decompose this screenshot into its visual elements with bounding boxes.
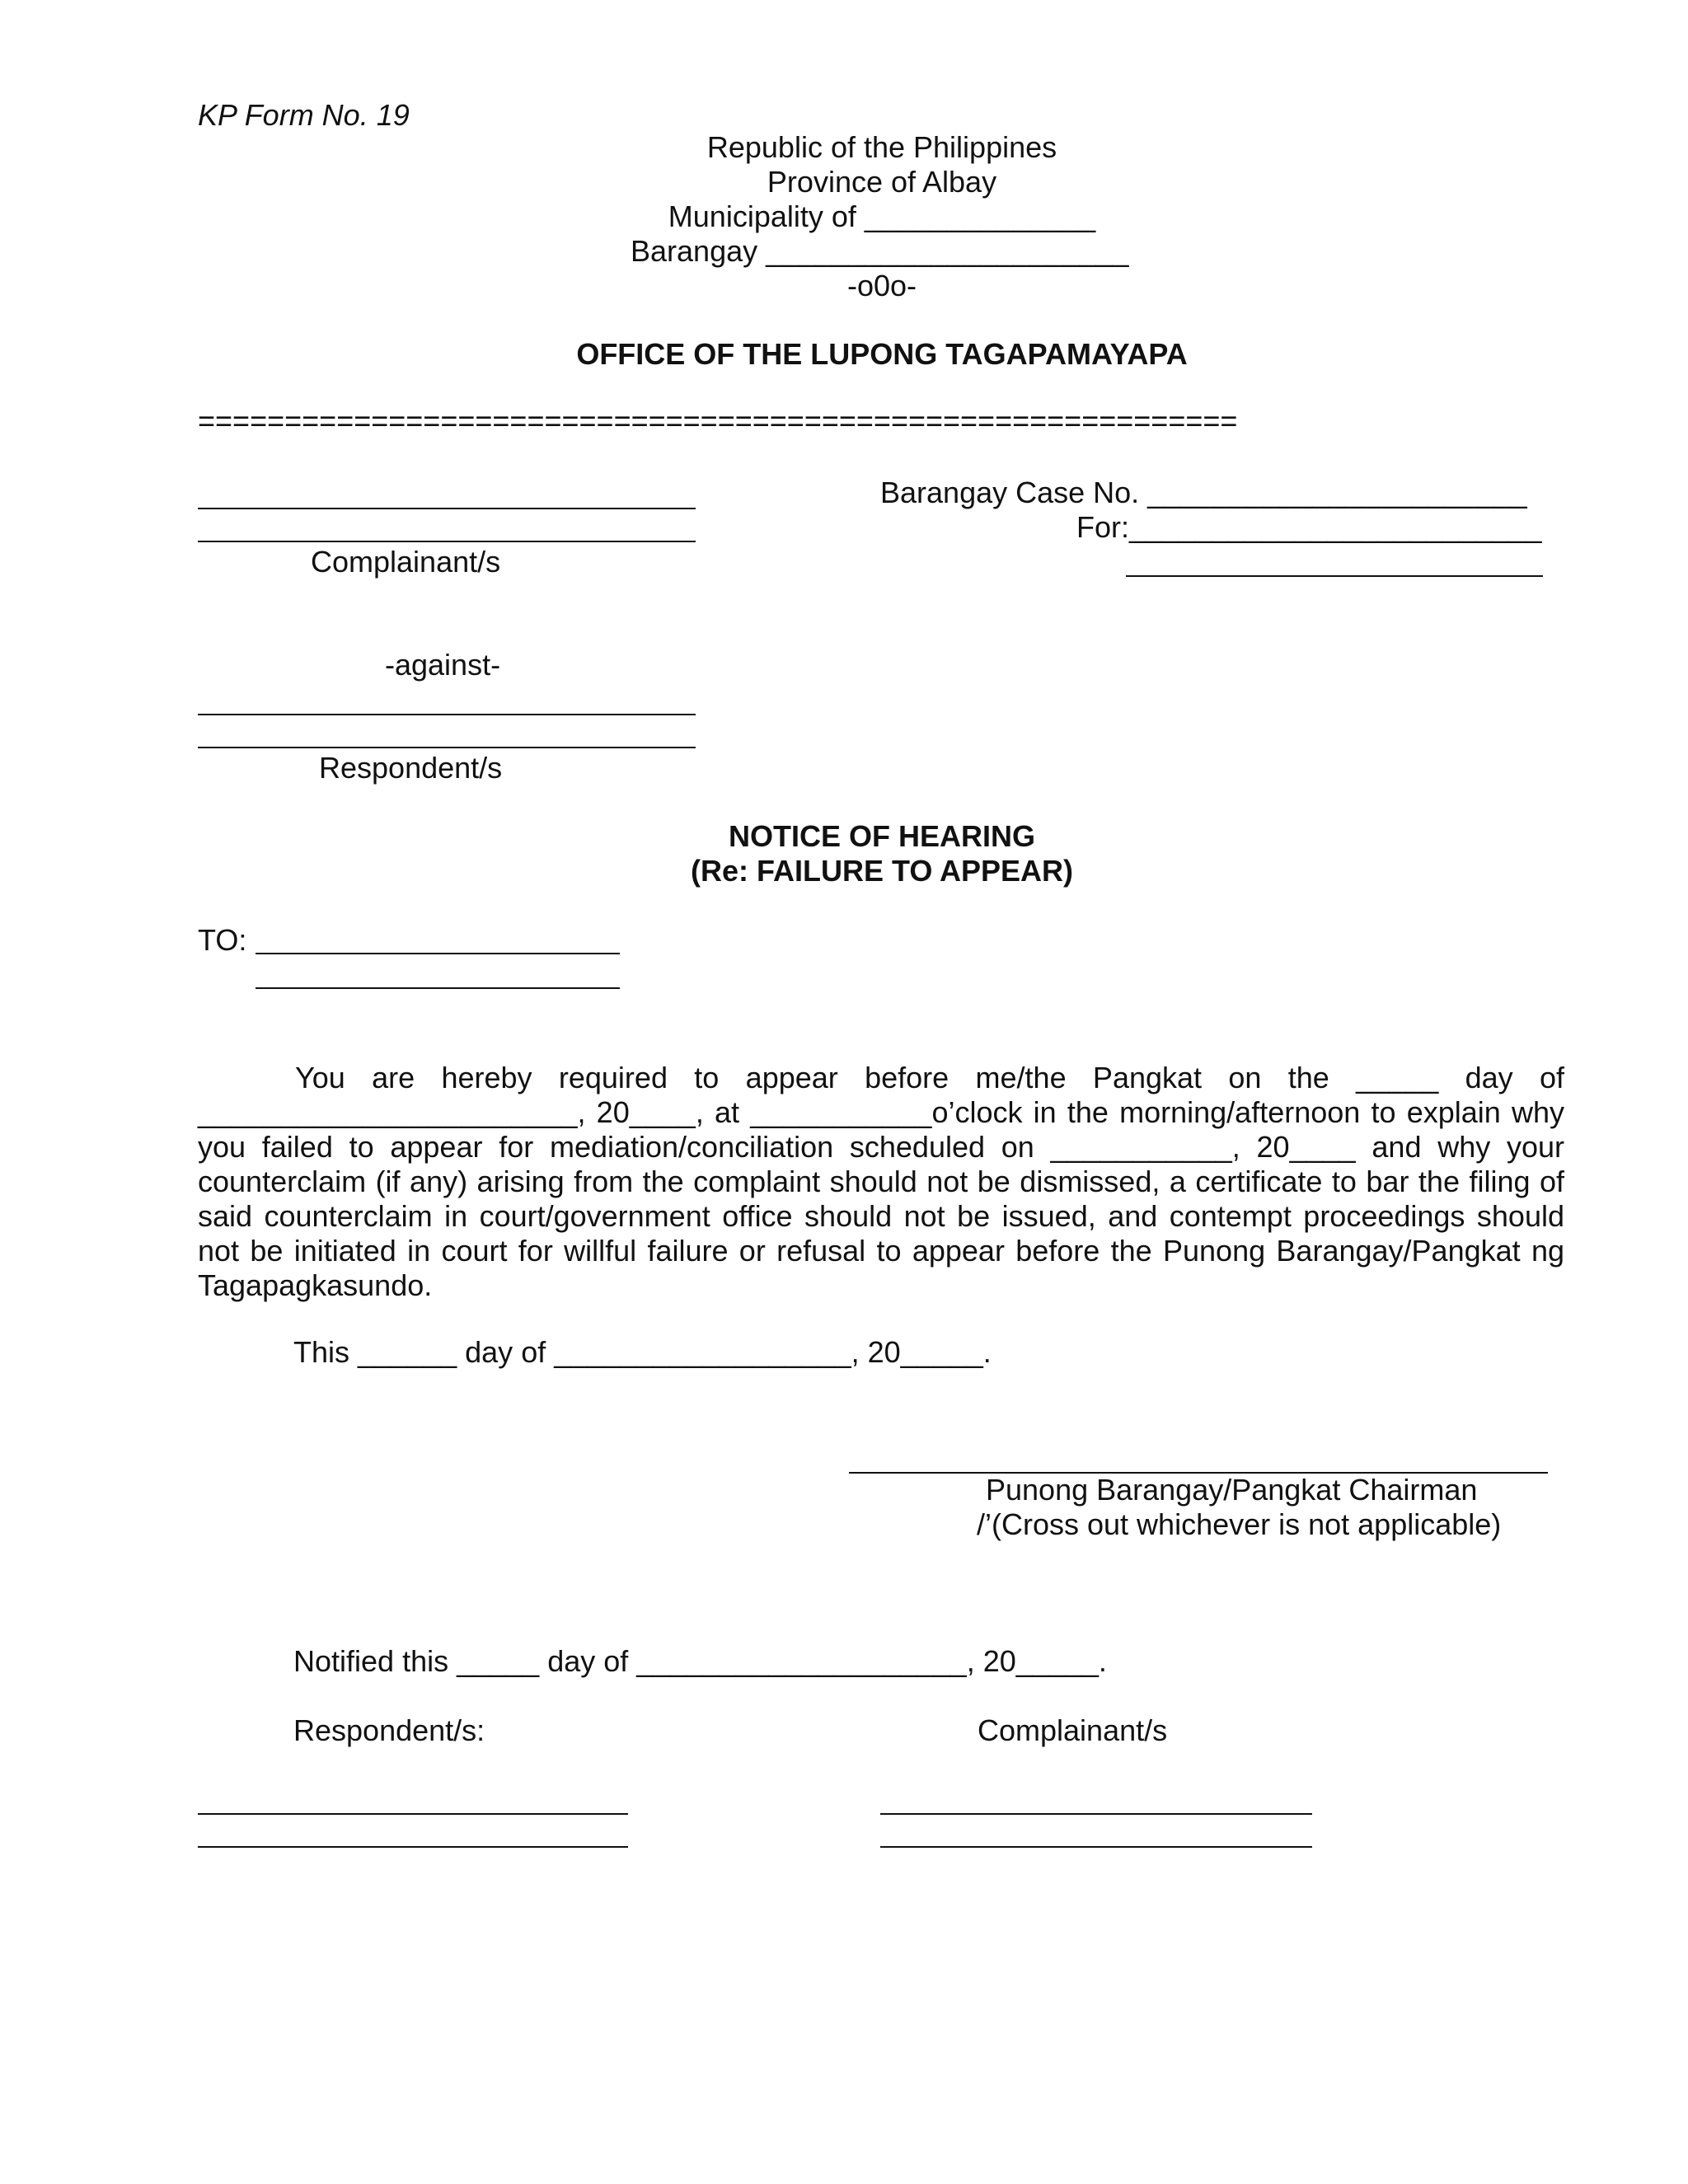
body-paragraph [198, 1061, 1564, 1303]
complainant-sign-line-1 [880, 1813, 1312, 1815]
office-title: OFFICE OF THE LUPONG TAGAPAMAYAPA [576, 337, 1188, 371]
province-heading: Province of Albay [767, 165, 997, 199]
to-line-2 [256, 987, 620, 989]
signature-note: /’(Cross out whichever is not applicable) [977, 1507, 1502, 1541]
double-rule: ============================================================ [198, 404, 1238, 438]
date-line: This ______ day of __________________, 20_____. [293, 1335, 992, 1369]
to-label: TO: [198, 923, 247, 957]
republic-heading: Republic of the Philippines [706, 130, 1057, 164]
case-for-line: For:_________________________ [1076, 510, 1542, 544]
complainant-label: Complainant/s [311, 545, 501, 579]
respondent-line-2 [198, 747, 696, 748]
to-line-1 [256, 953, 620, 954]
respondent-line-1 [198, 714, 696, 715]
barangay-line: Barangay ______________________ [631, 234, 1129, 268]
against-label: -against- [385, 648, 501, 682]
municipality-line: Municipality of ______________ [668, 199, 1096, 233]
complainant-sign-line-2 [880, 1846, 1312, 1848]
complainant-line-1 [198, 508, 696, 509]
signature-title: Punong Barangay/Pangkat Chairman [986, 1473, 1478, 1507]
body-text: You are hereby required to appear before me/the Pangkat on the _____ day of _______________________, 20____, at ___________o’clock in the morning/afternoon to explain why you failed to appear for mediation/conciliation scheduled on ___________, 20____ and why your counterclaim (if any) arising from the complaint should not be dismissed, a certificate to bar the filing of said counterclaim in court/government office should not be issued, and contempt proceedings should not be initiated in court for willful failure or refusal to appear before the Punong Barangay/Pangkat ng Tagapagkasundo. [198, 1061, 1564, 1302]
notice-subtitle: (Re: FAILURE TO APPEAR) [690, 854, 1074, 888]
case-number-line: Barangay Case No. _______________________ [880, 476, 1527, 509]
complainants-sign-label: Complainant/s [978, 1713, 1168, 1747]
respondents-sign-label: Respondent/s: [293, 1713, 485, 1747]
respondent-label: Respondent/s [319, 751, 503, 785]
complainant-line-2 [198, 541, 696, 542]
notice-title: NOTICE OF HEARING [728, 819, 1035, 853]
notified-line: Notified this _____ day of ____________________, 20_____. [293, 1644, 1107, 1678]
header-separator: -o0o- [846, 269, 917, 302]
case-for-line-2 [1126, 575, 1543, 577]
form-number: KP Form No. 19 [198, 98, 410, 132]
respondent-sign-line-2 [198, 1846, 628, 1848]
respondent-sign-line-1 [198, 1813, 628, 1815]
